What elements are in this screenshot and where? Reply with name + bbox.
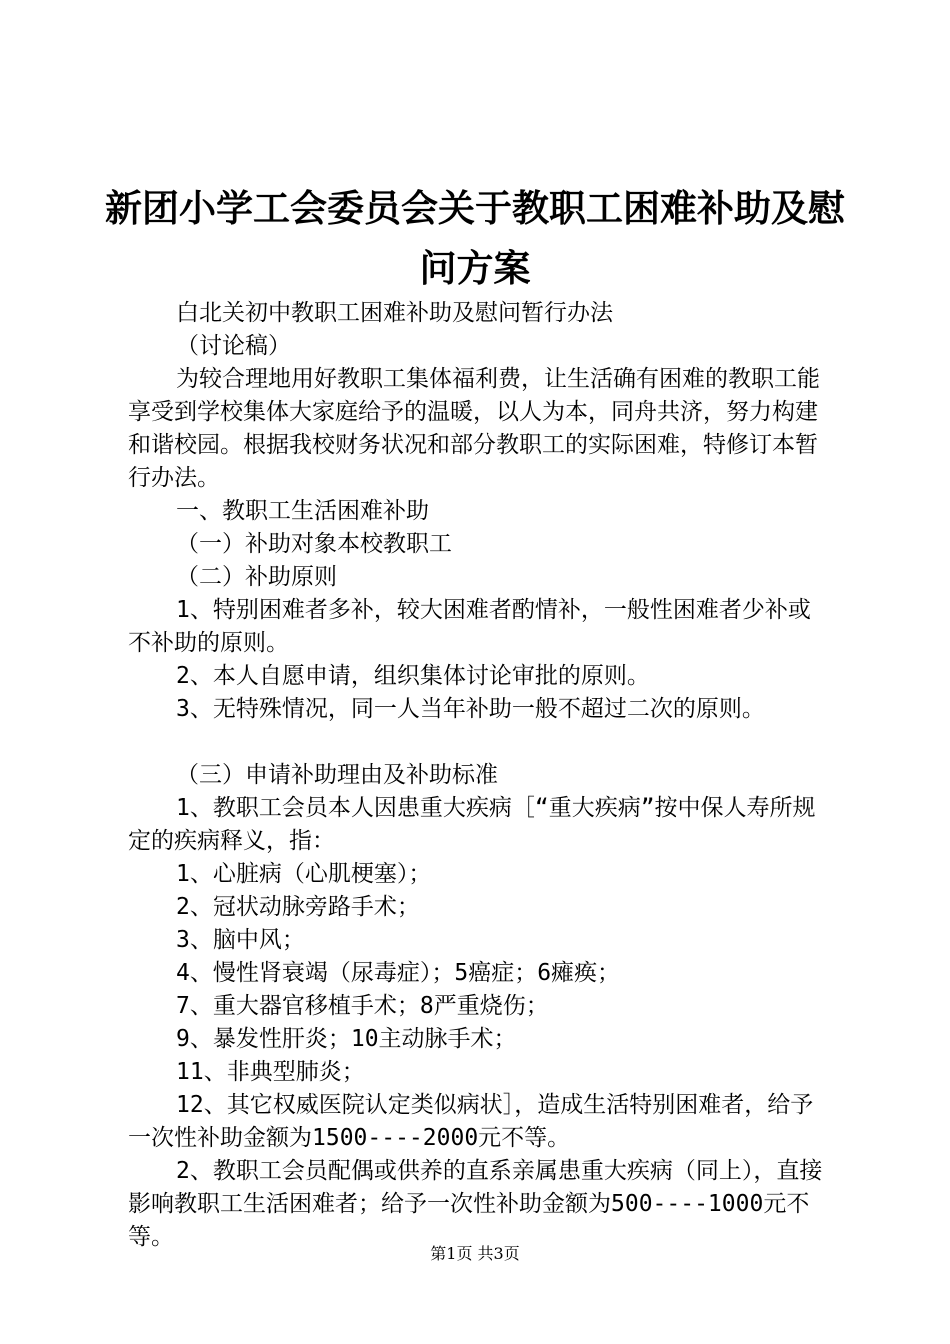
intro-paragraph: 为较合理地用好教职工集体福利费，让生活确有困难的教职工能享受到学校集体大家庭给予的温暖，以人为本，同舟共济，努力构建和谐校园。根据我校财务状况和部分教职工的实际困难，特修订本暂行办法。	[128, 366, 820, 491]
disease-list-item: 4、慢性肾衰竭（尿毒症）；5癌症；6瘫痪；	[176, 960, 621, 986]
disease-list-item: 3、脑中风；	[176, 927, 305, 953]
subtitle: 白北关初中教职工困难补助及慰问暂行办法	[176, 300, 613, 326]
disease-list-item: 2、冠状动脉旁路手术；	[176, 894, 420, 920]
draft-note: （讨论稿）	[176, 333, 291, 359]
standard-item: 1、教职工会员本人因患重大疾病［“重大疾病”按中保人寿所规定的疾病释义，指：	[128, 795, 816, 854]
principle-item: 3、无特殊情况，同一人当年补助一般不超过二次的原则。	[176, 696, 765, 722]
subsection-heading: （二）补助原则	[176, 564, 337, 590]
disease-list-item: 12、其它权威医院认定类似病状］，造成生活特别困难者，给予一次性补助金额为1500----2000元不等。	[128, 1092, 814, 1151]
document-title-line-2: 问方案	[419, 246, 531, 290]
page-footer: 第1页 共3页	[430, 1244, 520, 1263]
disease-list-item: 7、重大器官移植手术；8严重烧伤；	[176, 993, 549, 1019]
document-body	[128, 297, 828, 1254]
subsection-heading: （一）补助对象本校教职工	[176, 531, 452, 557]
principle-item: 1、特别困难者多补，较大困难者酌情补，一般性困难者少补或不补助的原则。	[128, 597, 811, 656]
disease-list-item: 9、暴发性肝炎；10主动脉手术；	[176, 1026, 517, 1052]
section-heading: 一、教职工生活困难补助	[176, 498, 429, 524]
disease-list-item: 11、非典型肺炎；	[176, 1059, 365, 1085]
document-title-line-1: 新团小学工会委员会关于教职工困难补助及慰	[105, 186, 845, 230]
principle-item: 2、本人自愿申请，组织集体讨论审批的原则。	[176, 663, 650, 689]
standard-item: 2、教职工会员配偶或供养的直系亲属患重大疾病（同上），直接影响教职工生活困难者；给予一次性补助金额为500----1000元不等。	[128, 1158, 823, 1250]
blank-line	[128, 726, 828, 759]
subsection-heading: （三）申请补助理由及补助标准	[176, 762, 498, 788]
disease-list-item: 1、心脏病（心肌梗塞）；	[176, 861, 432, 887]
